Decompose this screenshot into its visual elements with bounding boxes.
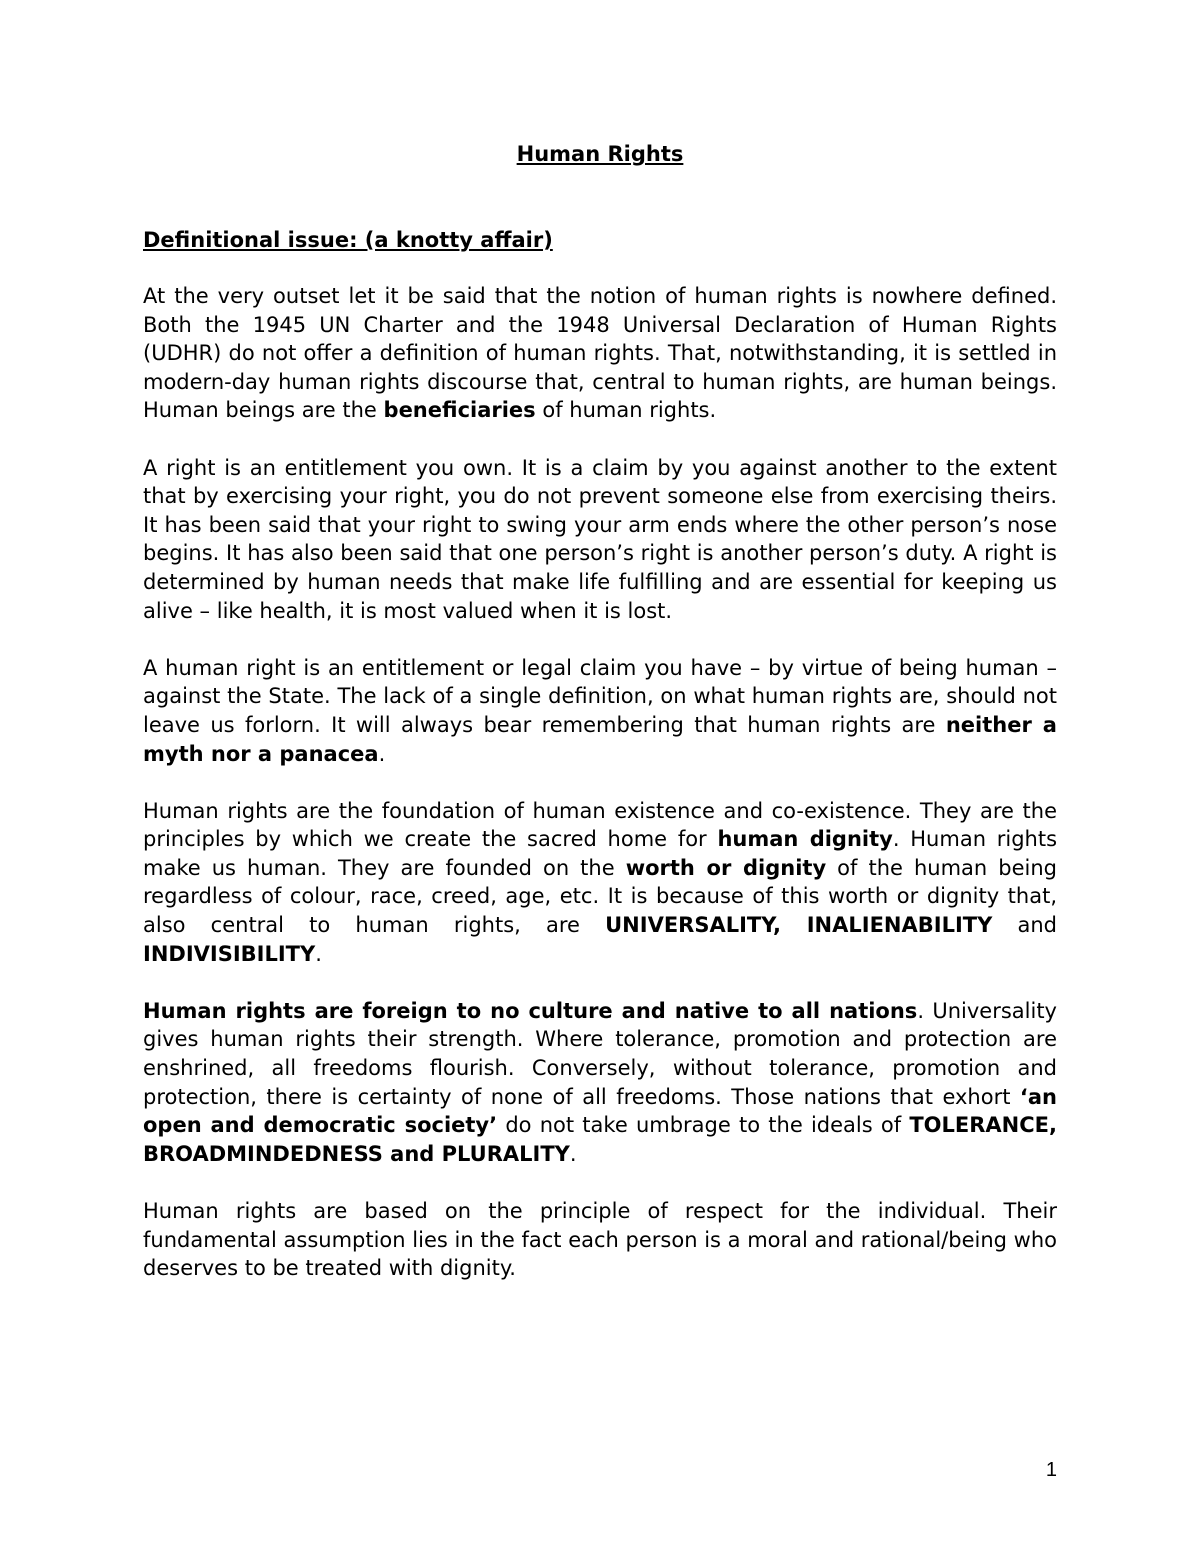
emphasis-text: TOLERANCE, BROADMINDEDNESS and PLURALITY (143, 1113, 1057, 1166)
paragraph-text: of the human being regardless of colour, race, creed, age, etc. It is because of this worth or dignity that, also central to human rights, are (143, 855, 1057, 938)
paragraph (143, 654, 1057, 768)
paragraph (143, 997, 1057, 1169)
page-number: 1 (1045, 1459, 1057, 1481)
paragraph-text: Human rights are the foundation of human existence and co-existence. They are the principles by which we create the sacred home for (143, 798, 1057, 852)
document-title: Human Rights (516, 142, 684, 166)
emphasis-text: beneficiaries (383, 398, 536, 423)
paragraph (143, 454, 1057, 626)
paragraph-text: . (378, 741, 386, 766)
paragraph-text: . Universality gives human rights their strength. Where tolerance, promotion and protection are enshrined, all freedoms flourish. Conversely, without tolerance, promotion and protection, there is certainty of none of all freedoms. Those nations that exhort (143, 998, 1057, 1109)
paragraph-text: . (315, 941, 322, 966)
paragraph-text: Human rights are based on the principle of respect for the individual. Their fundamental assumption lies in the fact each person is a moral and rational/being who deserves to be treated with dignity. (143, 1199, 1057, 1281)
section-heading: Definitional issue: (a knotty affair) (143, 228, 553, 252)
paragraph-text: of human rights. (535, 398, 717, 423)
paragraph (143, 797, 1057, 969)
document-page (143, 140, 1057, 1311)
paragraph-text: do not take umbrage to the ideals of (497, 1113, 910, 1138)
paragraph-text: A human right is an entitlement or legal claim you have – by virtue of being human – against the State. The lack of a single definition, on what human rights are, should not leave us forlorn. It will always bear remembering that human rights are (143, 655, 1057, 737)
emphasis-text: neither a myth nor a panacea (143, 712, 1057, 766)
paragraph-text: . (569, 1141, 577, 1166)
emphasis-text: Human rights are foreign to no culture and native to all nations (143, 998, 918, 1023)
paragraph-text: . Human rights make us human. They are founded on the (143, 827, 1058, 880)
paragraph-text: and (992, 913, 1057, 938)
paragraph (143, 1197, 1057, 1283)
paragraph-text: At the very outset let it be said that the notion of human rights is nowhere defined. Both the 1945 UN Charter and the 1948 Universal Declaration of Human Rights (UDHR) do not offer a definition of human rights. That, notwithstanding, it is settled in modern-day human rights discourse that, central to human rights, are human beings. Human beings are the (143, 284, 1057, 423)
emphasis-text: human dignity (717, 827, 893, 852)
emphasis-text: INDIVISIBILITY (143, 941, 316, 966)
emphasis-text: UNIVERSALITY, INALIENABILITY (605, 913, 993, 938)
paragraph-text: A right is an entitlement you own. It is a claim by you against another to the extent that by exercising your right, you do not prevent someone else from exercising theirs. It has been said that your right to swing your arm ends where the other person’s nose begins. It has also been said that one person’s right is another person’s duty. A right is determined by human needs that make life fulfilling and are essential for keeping us alive – like health, it is most valued when it is lost. (143, 455, 1057, 623)
paragraph (143, 282, 1057, 425)
emphasis-text: worth or dignity (625, 855, 827, 880)
body-text (143, 282, 1057, 1283)
emphasis-text: ‘an open and democratic society’ (143, 1084, 1057, 1138)
